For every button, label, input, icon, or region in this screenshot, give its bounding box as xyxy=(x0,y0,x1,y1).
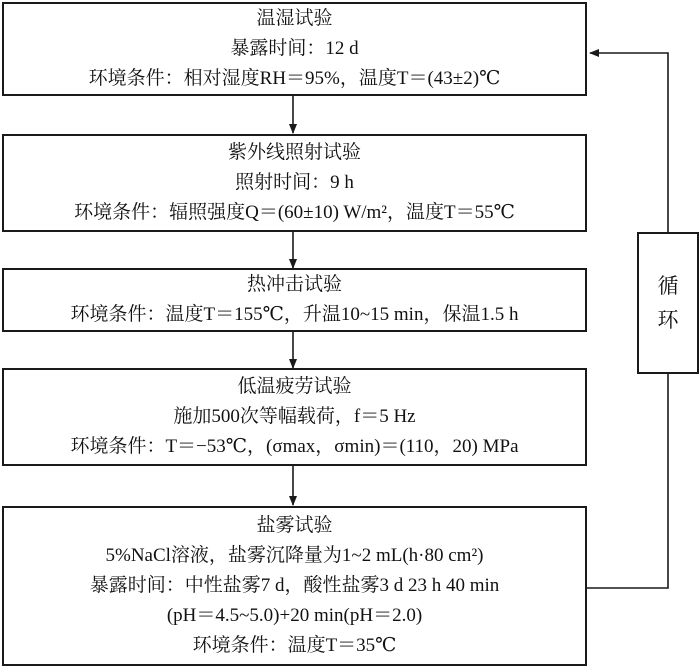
step-detail: 暴露时间：中性盐雾7 d，酸性盐雾3 d 23 h 40 min xyxy=(89,575,500,596)
step-box-uv xyxy=(2,134,587,232)
step-box-low-temp-fatigue xyxy=(2,368,587,466)
step-box-thermal-shock xyxy=(2,268,587,332)
step-title: 盐雾试验 xyxy=(256,515,333,536)
step-title: 低温疲劳试验 xyxy=(237,376,352,397)
step-detail: (pH＝4.5~5.0)+20 min(pH＝2.0) xyxy=(166,605,423,626)
step-box-humidity xyxy=(2,2,587,96)
step-detail: 暴露时间：12 d xyxy=(230,38,359,59)
step-detail: 环境条件：温度T＝155℃，升温10~15 min，保温1.5 h xyxy=(70,304,519,325)
step-title: 紫外线照射试验 xyxy=(227,142,361,163)
step-detail: 环境条件：相对湿度RH＝95%，温度T＝(43±2)℃ xyxy=(88,68,501,89)
step-detail: 施加500次等幅载荷，f＝5 Hz xyxy=(173,406,416,427)
step-detail: 环境条件：温度T＝35℃ xyxy=(192,635,397,656)
step-box-salt-spray xyxy=(2,506,587,666)
step-title: 温湿试验 xyxy=(256,8,333,29)
step-detail: 环境条件：辐照强度Q＝(60±10) W/m²，温度T＝55℃ xyxy=(74,202,515,223)
step-detail: 环境条件：T＝−53℃，(σmax，σmin)＝(110，20) MPa xyxy=(70,436,519,457)
loop-label-char: 循 xyxy=(657,274,679,298)
loop-label-box xyxy=(637,232,699,374)
step-detail: 照射时间：9 h xyxy=(235,172,354,193)
step-title: 热冲击试验 xyxy=(246,274,342,295)
loop-label-char: 环 xyxy=(657,308,679,332)
step-detail: 5%NaCl溶液，盐雾沉降量为1~2 mL(h·80 cm²) xyxy=(105,545,484,566)
